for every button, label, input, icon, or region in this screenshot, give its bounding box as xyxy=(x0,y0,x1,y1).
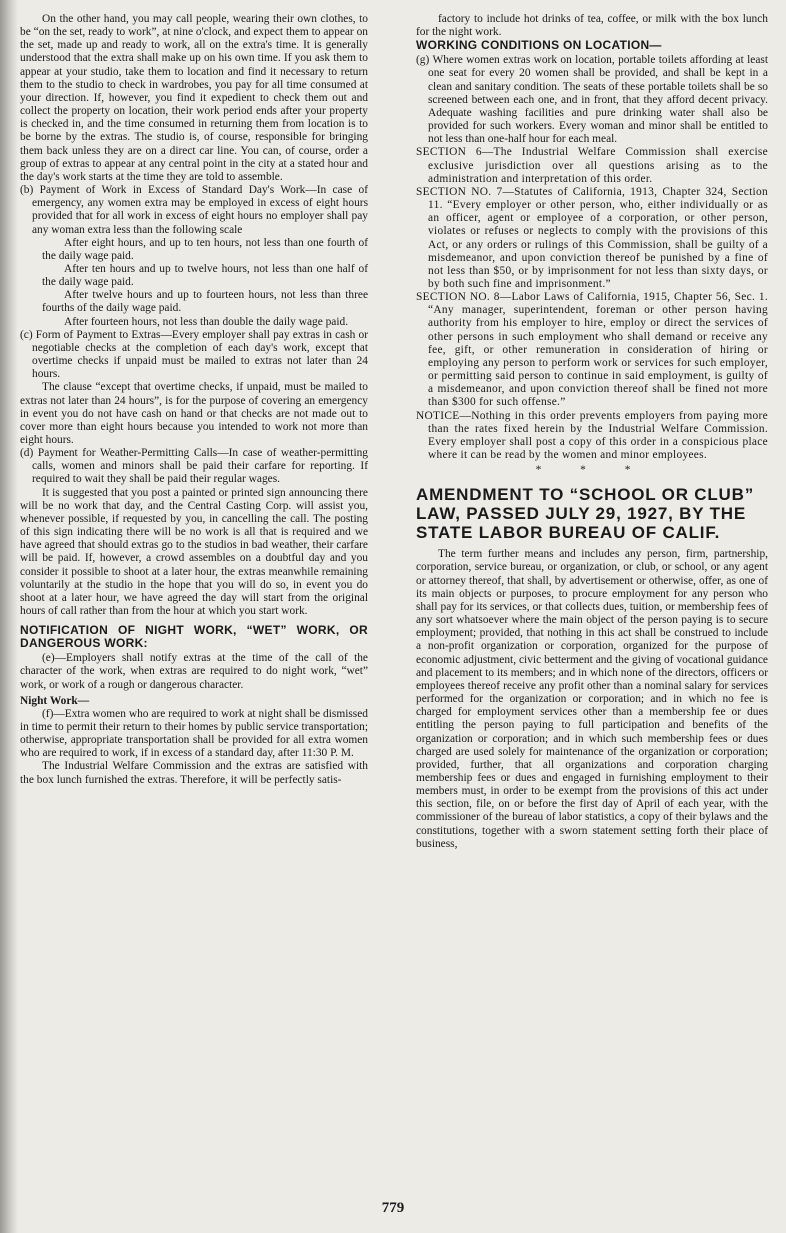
clause-e-notify: (e)—Employers shall notify extras at the time of the call of the character of the work, when extras are required to do night work, “wet” work, or work of a rough or dangerous character. xyxy=(20,652,368,691)
separator-stars: * * * xyxy=(535,464,649,477)
paragraph-box-lunch: The Industrial Welfare Commission and the extras are satisfied with the box lunch furnished the extras. Therefore, it will be perfectly satis- xyxy=(20,760,368,786)
page-number: 779 xyxy=(381,1200,405,1216)
clause-f-night: (f)—Extra women who are required to work at night shall be dismissed in time to permit their return to their homes by public service transportation; otherwise, appropriate transportation shall be provided for all extra women who are required to work, if in excess of a standard day, after 11:30 P. M. xyxy=(20,707,368,760)
heading-location: WORKING CONDITIONS ON LOCATION— xyxy=(416,38,662,53)
clause-g-location: (g) Where women extras work on location, portable toilets affording at least one seat for every 20 women shall be provided, and shall be kept in a clean and sanitary condition. The seats of these portable toilets shall be so screened between each one, and in front, that they afford decent privacy. Adequate washing facilities and pure drinking water shall also be provided for such workers. Every woman and minor shall be entitled to not less than one-half hour for each meal. xyxy=(416,54,768,146)
clause-b-overtime: (b) Payment of Work in Excess of Standard Day's Work—In case of emergency, any women extra may be employed in excess of eight hours provided that for all work in excess of eight hours no employer shall pay any woman extra less than the following scale xyxy=(20,184,368,236)
amendment-text: The term further means and includes any person, firm, partnership, corporation, service bureau, or organization, or club, or school, or any agent or attorney thereof, that shall, by advertisement or otherwise, offer, as one of its main objects or purposes, to procure employment for any person who shall pay for its services, or that collects dues, tuition, or membership fees of any sort whatsoever where the main object of the person paying is to secure employment; provided, that nothing in this act shall be construed to include a non-profit organization or corporation, organized for the purpose of economic adjustment, civic betterment and the giving of vocational guidance and placement to its members; and in which none of the directors, officers or employees thereof receive any profit other than a nominal salary for services performed for the organization or corporation; and in which no fee is charged for employment services other than a membership fee or dues entitling the person paying to full participation and benefits of the organization or corporation; and in which such membership fees or dues charged are used solely for maintenance of the organization or corporation; provided, further, that all organizations and corporation charging membership fees or dues and engaged in furnishing employment to their members must, in order to be exempt from the provisions of this act under this section, file, on or before the first day of April of each year, with the commissioner of the bureau of labor statistics, a copy of their bylaws and the constitutions, together with a sworn statement setting forth their place of business, xyxy=(416,548,768,850)
paragraph-extras-call: On the other hand, you may call people, wearing their own clothes, to be “on the set, ready to work”, at nine o'clock, and expect them to appear on the set, made up and ready to work, all on the extra's time. It is generally understood that the extra shall make up on his own time. If you ask them to appear at your studio, take them to location and find it necessary to return them to the studio to check in wardrobes, you pay for all time consumed at your direction. If, however, you find it expedient to check them out and collect the property on location, their work period ends after your property is checked in, and the time consumed in returning them from location is to be borne by the extras. The studio is, of course, responsible for bringing them back unless they are on a direct car line. You can, of course, order a group of extras to appear at any central point in the city at a stated hour and the day's work starts at the time they are told to assemble. xyxy=(20,13,368,183)
heading-night-work: NOTIFICATION OF NIGHT WORK, “WET” WORK, OR DANGEROUS WORK: xyxy=(20,623,368,651)
paragraph-hot-drinks: factory to include hot drinks of tea, coffee, or milk with the box lunch for the night work. xyxy=(416,13,768,39)
binding-shadow xyxy=(0,0,18,1233)
subheading-night-work: Night Work— xyxy=(20,694,90,707)
amendment-heading: AMENDMENT TO “SCHOOL OR CLUB” LAW, PASSED JULY 29, 1927, BY THE STATE LABOR BUREAU OF CALIF. xyxy=(416,485,755,543)
notice: NOTICE—Nothing in this order prevents employers from paying more than the rates fixed herein by the Industrial Welfare Commission. Every employer shall post a copy of this order in a conspicious place where it can be read by the women and minor employees. xyxy=(416,409,768,461)
left-column xyxy=(20,13,368,787)
section-8: SECTION NO. 8—Labor Laws of California, 1915, Chapter 56, Sec. 1. “Any manager, superintendent, foreman or other person having authority from his employer to hire, employ or direct the services of other persons in such employment who shall demand or receive any fee, gift, or other remuneration in consideration of hiring or employing any person to perform work or services for such employer, or permitting said person to continue in said employment, is guilty of a misdemeanor, and upon conviction thereof shall be fined not more than $300 for such offense.” xyxy=(416,291,768,409)
scale-item-1: After eight hours, and up to ten hours, not less than one fourth of the daily wage paid. xyxy=(42,236,368,262)
scale-item-3: After twelve hours and up to fourteen hours, not less than three fourths of the daily wage paid. xyxy=(42,289,368,315)
scale-item-2: After ten hours and up to twelve hours, not less than one half of the daily wage paid. xyxy=(42,262,368,289)
clause-d-weather: (d) Payment for Weather-Permitting Calls—In case of weather-permitting calls, women and minors shall be paid their carfare for reporting. If required to wait they shall be paid their regular wages. xyxy=(20,447,368,486)
paragraph-weather-sign: It is suggested that you post a painted or printed sign announcing there will be no work that day, and the Central Casting Corp. will assist you, whenever possible, if requested by you, in cancelling the call. The posting of this sign indicating there will be no work is all that is required and we have agreed that should extras go to the studios in bad weather, their carfare will be paid. If, however, a crowd assembles on a doubtful day and you consider it possible to shoot at a later hour, the extras meanwhile remaining voluntarily at the studio in the hope that you will do so, in event you do shoot at a later hour, we have agreed the day will start from the original hours of call rather than from the hour at which you start work. xyxy=(20,486,368,618)
clause-c-payment: (c) Form of Payment to Extras—Every employer shall pay extras in cash or negotiable checks at the completion of each day's work, except that overtime checks if unpaid must be mailed to extras not later than 24 hours. xyxy=(20,328,368,381)
scale-item-4: After fourteen hours, not less than double the daily wage paid. xyxy=(64,315,349,328)
paragraph-overtime-checks: The clause “except that overtime checks, if unpaid, must be mailed to extras not later than 24 hours”, is for the purpose of covering an emergency in event you do not have cash on hand or that checks are not made out to cover more than eight hours because you intended to work not more than eight hours. xyxy=(20,381,368,446)
right-column xyxy=(416,13,768,851)
section-7: SECTION NO. 7—Statutes of California, 1913, Chapter 324, Section 11. “Every employer or other person, who, either individually or as an officer, agent or employee of a corporation, or other person, violates or refuses or neglects to comply with the provisions of this Act, or any orders or rulings of this Commission, shall be guilty of a misdemeanor, and upon conviction thereof be punished by a fine of not less than $50, or by imprisonment for not less than sixty days, or by both such fine and imprisonment.” xyxy=(416,185,768,290)
section-6: SECTION 6—The Industrial Welfare Commission shall exercise exclusive jurisdiction over all questions arising as to the administration and interpretation of this order. xyxy=(416,146,768,185)
